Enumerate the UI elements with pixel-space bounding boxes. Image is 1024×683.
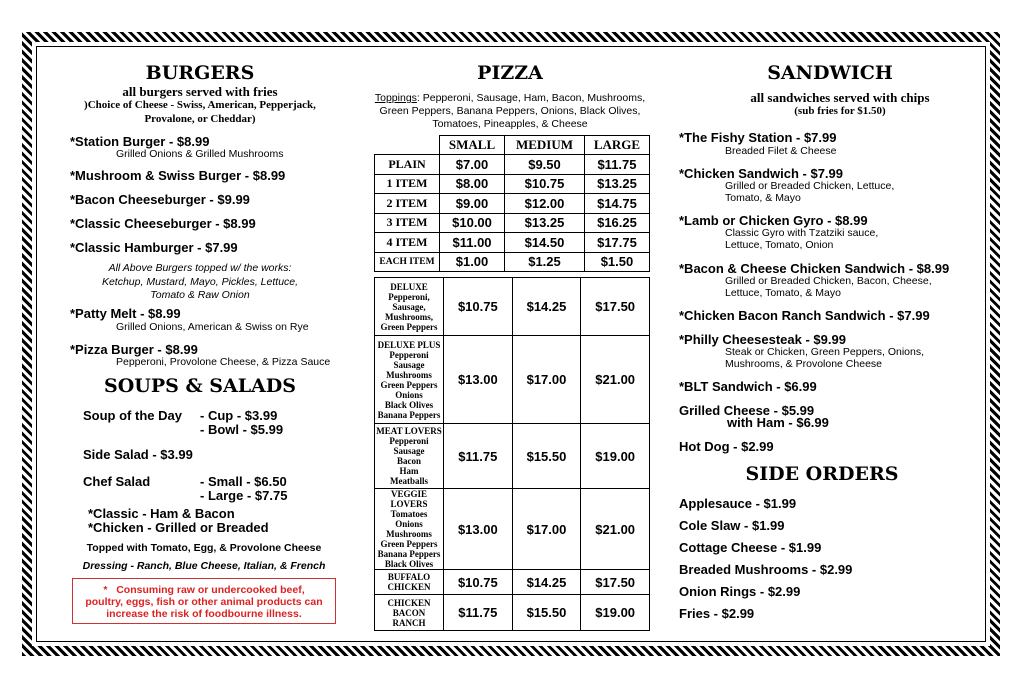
menu-item-desc: Pepperoni, Provolone Cheese, & Pizza Sauce	[116, 356, 331, 368]
toppings-line-1: : Pepperoni, Sausage, Ham, Bacon, Mushrooms,	[416, 92, 646, 104]
specialty-line: Pepperoni	[389, 436, 429, 446]
specialty-line: Pepperoni,	[388, 291, 430, 302]
price-cell: $10.75	[444, 278, 513, 336]
specialty-line: Pepperoni	[389, 349, 429, 360]
menu-item-desc: Grilled or Breaded Chicken, Bacon, Cheese,	[725, 275, 932, 287]
sides-title: SIDE ORDERS	[745, 463, 899, 485]
specialty-line: Meatballs	[390, 476, 428, 486]
specialty-name	[375, 278, 444, 336]
price-cell: $13.25	[584, 174, 649, 194]
price-cell: $13.00	[444, 489, 513, 570]
specialty-line: Green Peppers	[380, 539, 438, 549]
pizza-title: PIZZA	[477, 62, 543, 84]
sandwich-subtitle-2: (sub fries for $1.50)	[794, 105, 886, 117]
specialty-line: VEGGIE LOVERS	[390, 489, 428, 509]
menu-item-grilled-ham: with Ham - $6.99	[727, 415, 829, 430]
warning-star: *	[103, 584, 108, 596]
price-cell: $11.75	[444, 595, 513, 631]
price-cell: $19.00	[581, 595, 650, 631]
header-medium: MEDIUM	[505, 136, 585, 155]
specialty-line: Ham	[399, 466, 419, 476]
menu-item-desc: Grilled Onions, American & Swiss on Rye	[116, 321, 309, 333]
specialty-line: MEAT LOVERS	[376, 426, 442, 436]
works-line-1: All Above Burgers topped w/ the works:	[108, 262, 292, 274]
price-cell: $9.50	[505, 155, 585, 175]
menu-item-desc: Tomato, & Mayo	[725, 192, 801, 204]
specialty-line: BUFFALO	[387, 572, 431, 582]
price-cell: $13.00	[444, 336, 513, 424]
specialty-line: DELUXE PLUS	[377, 339, 441, 350]
price-cell: $19.00	[581, 424, 650, 489]
menu-item-desc: Grilled Onions & Grilled Mushrooms	[116, 148, 284, 160]
side-item-fries: Fries - $2.99	[679, 606, 755, 621]
specialty-line: RANCH	[392, 617, 426, 628]
price-cell: $1.50	[584, 252, 649, 272]
cheese-line-2: Provalone, or Cheddar)	[144, 113, 256, 125]
warning-line-2: poultry, eggs, fish or other animal products can	[85, 596, 323, 608]
menu-item-grilled-cheese: Grilled Cheese - $5.99	[679, 403, 815, 418]
specialty-line: Tomatoes	[390, 509, 428, 519]
price-cell: $10.75	[444, 570, 513, 595]
price-cell: $14.25	[512, 570, 581, 595]
price-cell: $11.00	[440, 233, 505, 253]
side-item-onion-rings: Onion Rings - $2.99	[679, 584, 801, 599]
menu-item-chicken-bacon-ranch: *Chicken Bacon Ranch Sandwich - $7.99	[679, 308, 930, 323]
menu-item-classic-cheeseburger: *Classic Cheeseburger - $8.99	[70, 216, 256, 231]
specialty-line: Onions	[395, 389, 423, 400]
specialty-name	[375, 570, 444, 595]
row-label: 3 ITEM	[375, 213, 440, 233]
specialty-line: Sausage,	[392, 301, 426, 312]
menu-item-blt: *BLT Sandwich - $6.99	[679, 379, 817, 394]
menu-item-classic-hamburger: *Classic Hamburger - $7.99	[70, 240, 238, 255]
side-item-cottage-cheese: Cottage Cheese - $1.99	[679, 540, 822, 555]
toppings-label: Toppings	[374, 92, 417, 104]
soup-cup: - Cup - $3.99	[200, 408, 278, 423]
price-cell: $17.00	[512, 489, 581, 570]
salad-topped: Topped with Tomato, Egg, & Provolone Cheese	[86, 542, 322, 554]
toppings-line-3: Tomatoes, Pineapples, & Cheese	[432, 118, 588, 130]
works-line-3: Tomato & Raw Onion	[150, 289, 250, 301]
menu-item-chicken-sandwich: *Chicken Sandwich - $7.99	[679, 166, 844, 181]
sandwich-subtitle: all sandwiches served with chips	[750, 90, 930, 105]
sandwich-title: SANDWICH	[767, 62, 893, 84]
specialty-line: Green Peppers	[380, 321, 438, 332]
menu-item-desc: Steak or Chicken, Green Peppers, Onions,	[725, 346, 925, 358]
header-large: LARGE	[584, 136, 649, 155]
price-cell: $17.50	[581, 278, 650, 336]
menu-item-desc: Grilled or Breaded Chicken, Lettuce,	[725, 180, 895, 192]
chef-small: - Small - $6.50	[200, 474, 287, 489]
chef-classic: *Classic - Ham & Bacon	[88, 506, 235, 521]
row-label: EACH ITEM	[375, 252, 440, 272]
menu-item-station-burger: *Station Burger - $8.99	[70, 134, 210, 149]
price-cell: $11.75	[444, 424, 513, 489]
price-cell: $15.50	[512, 424, 581, 489]
price-cell: $11.75	[584, 155, 649, 175]
specialty-line: Banana Peppers	[377, 549, 441, 559]
chef-large: - Large - $7.75	[200, 488, 288, 503]
soups-title: SOUPS & SALADS	[104, 375, 296, 397]
soup-bowl: - Bowl - $5.99	[200, 422, 284, 437]
menu-item-pizza-burger: *Pizza Burger - $8.99	[70, 342, 198, 357]
pizza-price-table	[374, 135, 650, 272]
header-small: SMALL	[440, 136, 505, 155]
specialty-line: CHICKEN	[387, 582, 431, 592]
side-salad: Side Salad - $3.99	[83, 447, 193, 462]
specialty-line: Mushrooms	[386, 369, 432, 380]
specialty-line: Bacon	[396, 456, 421, 466]
row-label: PLAIN	[375, 155, 440, 175]
price-cell: $7.00	[440, 155, 505, 175]
specialty-line: Mushrooms	[386, 529, 432, 539]
specialty-name	[375, 424, 444, 489]
specialty-line: Onions	[395, 519, 423, 529]
price-cell: $14.25	[512, 278, 581, 336]
side-item-breaded-mushrooms: Breaded Mushrooms - $2.99	[679, 562, 853, 577]
specialty-line: BACON	[392, 607, 426, 618]
chef-salad: Chef Salad	[83, 474, 151, 489]
specialty-line: Sausage	[393, 446, 425, 456]
food-warning	[72, 578, 336, 624]
warning-line-3: increase the risk of foodbourne illness.	[106, 608, 302, 620]
price-cell: $10.75	[505, 174, 585, 194]
toppings-line-2: Green Peppers, Banana Peppers, Onions, Black Olives,	[379, 105, 641, 117]
price-cell: $9.00	[440, 194, 505, 214]
menu-item-desc: Breaded Filet & Cheese	[725, 145, 837, 157]
menu-item-philly: *Philly Cheesesteak - $9.99	[679, 332, 846, 347]
side-item-applesauce: Applesauce - $1.99	[679, 496, 797, 511]
price-cell: $17.75	[584, 233, 649, 253]
specialty-line: DELUXE	[390, 281, 428, 292]
soup-of-day: Soup of the Day	[83, 408, 182, 423]
burgers-title: BURGERS	[145, 62, 255, 84]
works-line-2: Ketchup, Mustard, Mayo, Pickles, Lettuce,	[101, 276, 299, 288]
price-cell: $1.25	[505, 252, 585, 272]
specialty-line: Mushrooms,	[384, 311, 434, 322]
specialty-line: Black Olives	[384, 559, 434, 569]
menu-item-desc: Lettuce, Tomato, & Mayo	[725, 287, 841, 299]
specialty-line: Green Peppers	[380, 379, 438, 390]
empty-cell	[375, 136, 440, 155]
price-cell: $17.00	[512, 336, 581, 424]
menu-item-bacon-cheese-chicken: *Bacon & Cheese Chicken Sandwich - $8.99	[679, 261, 950, 276]
price-cell: $10.00	[440, 213, 505, 233]
price-cell: $21.00	[581, 489, 650, 570]
price-cell: $14.50	[505, 233, 585, 253]
chef-chicken: *Chicken - Grilled or Breaded	[88, 520, 269, 535]
specialty-name	[375, 489, 444, 570]
price-cell: $16.25	[584, 213, 649, 233]
row-label: 2 ITEM	[375, 194, 440, 214]
menu-item-hot-dog: Hot Dog - $2.99	[679, 439, 774, 454]
row-label: 1 ITEM	[375, 174, 440, 194]
specialty-pizza-table	[374, 277, 650, 631]
specialty-line: Banana Peppers	[377, 409, 441, 420]
menu-item-gyro: *Lamb or Chicken Gyro - $8.99	[679, 213, 868, 228]
row-label: 4 ITEM	[375, 233, 440, 253]
specialty-name	[375, 336, 444, 424]
menu-item-desc: Classic Gyro with Tzatziki sauce,	[725, 227, 879, 239]
warning-line-1: Consuming raw or undercooked beef,	[116, 584, 305, 596]
menu-item-desc: Mushrooms, & Provolone Cheese	[725, 358, 882, 370]
burgers-subtitle: all burgers served with fries	[122, 84, 278, 99]
specialty-line: Sausage	[393, 359, 425, 370]
price-cell: $17.50	[581, 570, 650, 595]
menu-item-patty-melt: *Patty Melt - $8.99	[70, 306, 181, 321]
price-cell: $1.00	[440, 252, 505, 272]
menu-item-fishy-station: *The Fishy Station - $7.99	[679, 130, 837, 145]
price-cell: $13.25	[505, 213, 585, 233]
price-cell: $14.75	[584, 194, 649, 214]
cheese-line-1: )Choice of Cheese - Swiss, American, Pepperjack,	[84, 99, 316, 111]
menu-item-desc: Lettuce, Tomato, Onion	[725, 239, 834, 251]
specialty-line: Black Olives	[384, 399, 434, 410]
price-cell: $12.00	[505, 194, 585, 214]
price-cell: $8.00	[440, 174, 505, 194]
menu-item-mushroom-swiss: *Mushroom & Swiss Burger - $8.99	[70, 168, 286, 183]
specialty-line: CHICKEN	[387, 597, 431, 608]
pizza-toppings	[352, 92, 668, 131]
side-item-cole-slaw: Cole Slaw - $1.99	[679, 518, 785, 533]
price-cell: $15.50	[512, 595, 581, 631]
menu-item-bacon-cheeseburger: *Bacon Cheeseburger - $9.99	[70, 192, 250, 207]
specialty-name	[375, 595, 444, 631]
price-cell: $21.00	[581, 336, 650, 424]
salad-dressing: Dressing - Ranch, Blue Cheese, Italian, & French	[82, 560, 326, 572]
